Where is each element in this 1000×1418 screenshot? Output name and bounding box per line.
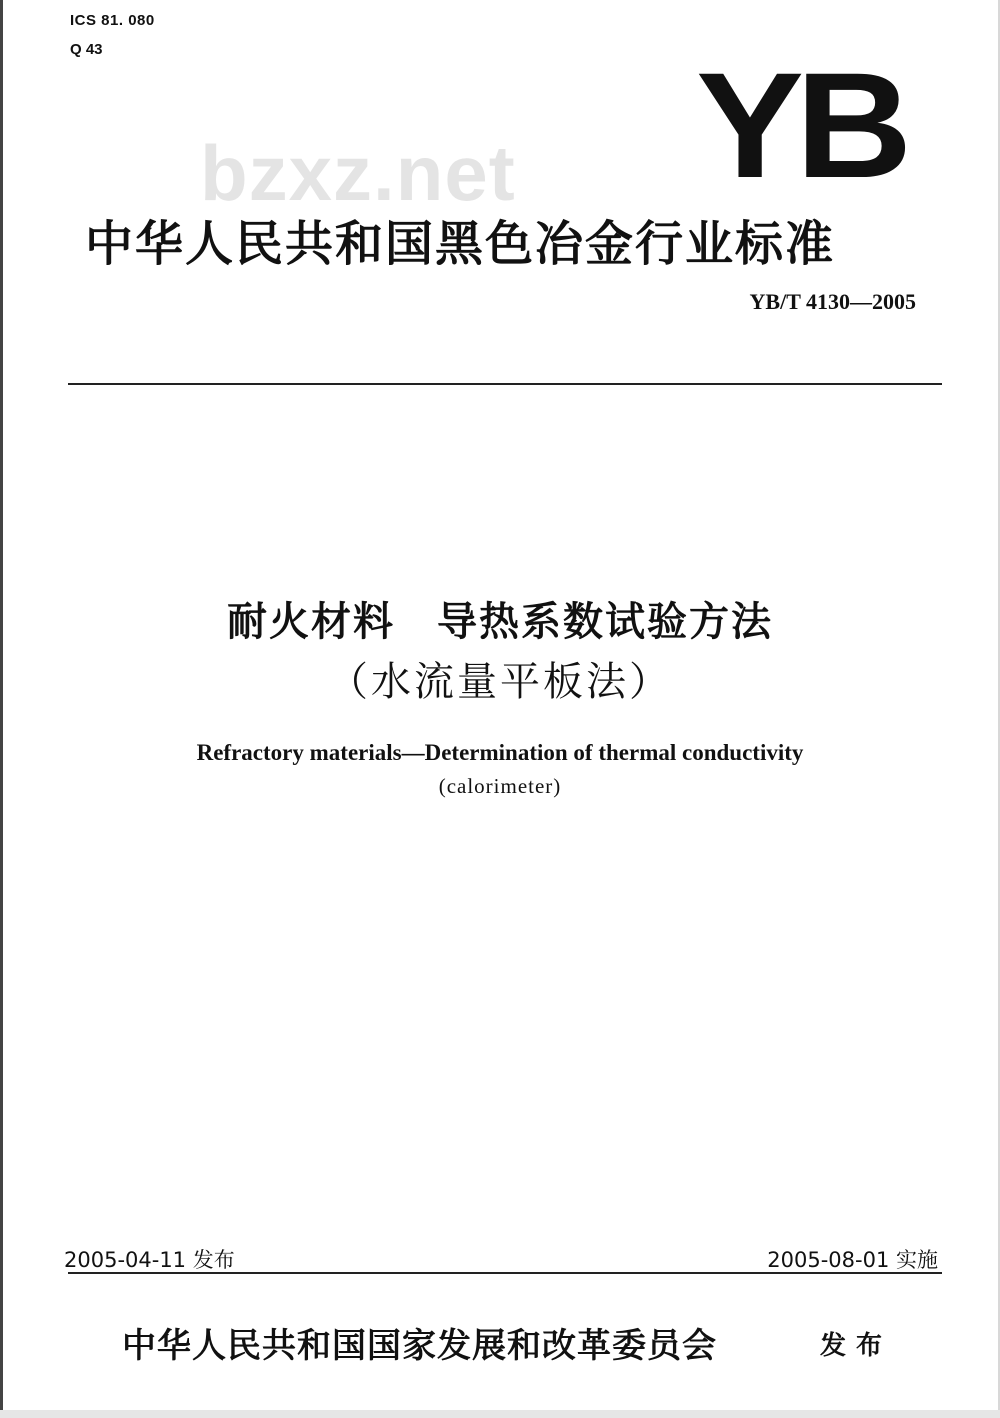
document-title-cn: 耐火材料 导热系数试验方法 (227, 599, 773, 645)
document-subtitle-en: (calorimeter) (438, 774, 562, 798)
issuing-authority: 中华人民共和国国家发展和改革委员会 (122, 1326, 717, 1366)
standard-number: YB/T 4130—2005 (749, 289, 916, 314)
issuer-action: 发布 (820, 1331, 893, 1361)
document-subtitle-cn: （水流量平板法） (328, 659, 672, 705)
yb-logo: YB (696, 41, 904, 209)
page-bottom-edge (0, 1410, 1000, 1418)
top-divider (68, 383, 942, 385)
document-title-en: Refractory materials—Determination of thermal conductivity (196, 740, 804, 765)
classification-code: Q 43 (70, 41, 103, 58)
watermark: bzxz.net (200, 129, 516, 217)
ics-code: ICS 81. 080 (70, 12, 155, 29)
issue-date: 2005-04-11 发布 (64, 1248, 235, 1272)
page-left-edge (0, 0, 3, 1418)
implementation-date: 2005-08-01 实施 (767, 1248, 938, 1272)
standard-title: 中华人民共和国黑色冶金行业标准 (85, 216, 836, 272)
bottom-divider (68, 1272, 942, 1274)
